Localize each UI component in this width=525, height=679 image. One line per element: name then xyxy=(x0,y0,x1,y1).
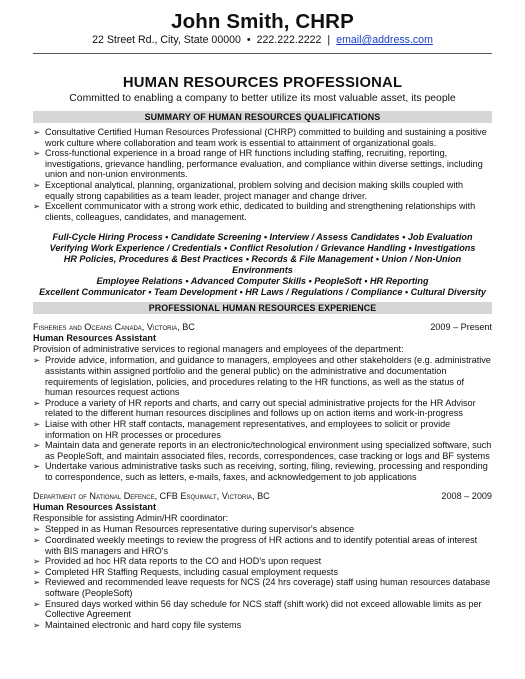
arrow-bullet-icon: ➢ xyxy=(33,577,41,588)
list-item: ➢ Provided ad hoc HR data reports to the CO and HOD's upon request xyxy=(33,556,322,567)
arrow-bullet-icon: ➢ xyxy=(33,201,41,212)
skills-line: HR Policies, Procedures & Best Practices • Records & File Management • Union / Non-Union Environments xyxy=(63,254,462,276)
job-description: Responsible for assisting Admin/HR coordinator: xyxy=(33,513,229,524)
contact-separator-pipe: | xyxy=(327,34,331,46)
list-item: ➢ Coordinated weekly meetings to review the progress of HR actions and to identify potential areas of interest with BIS managers and HRO's xyxy=(33,535,478,556)
list-item: ➢ Liaise with other HR staff contacts, management representatives, and employees to solicit or provide information on HR processes or procedures xyxy=(33,418,451,440)
arrow-bullet-icon: ➢ xyxy=(33,440,41,451)
phone: 222.222.2222 xyxy=(256,34,322,46)
arrow-bullet-icon: ➢ xyxy=(33,535,41,546)
arrow-bullet-icon: ➢ xyxy=(33,148,41,159)
employer: Fisheries and Oceans Canada, Victoria, BC xyxy=(33,322,195,333)
list-item: ➢ Stepped in as Human Resources representative during supervisor's absence xyxy=(33,524,355,535)
job-title: Human Resources Assistant xyxy=(33,502,156,513)
list-item: ➢ Consultative Certified Human Resources Professional (CHRP) committed to building and sustaining a positive work culture where collaboration and team work is essential to attainment of organizational goals. xyxy=(33,127,487,148)
list-item: ➢ Maintained electronic and hard copy file systems xyxy=(33,619,242,630)
summary-list xyxy=(33,127,492,222)
skills-block xyxy=(33,232,492,298)
job-duties-list xyxy=(33,355,492,482)
contact-separator-bullet: • xyxy=(246,34,251,46)
summary-heading: SUMMARY OF HUMAN RESOURCES QUALIFICATIONS xyxy=(33,111,492,123)
arrow-bullet-icon: ➢ xyxy=(33,355,41,366)
skills-line: Full-Cycle Hiring Process • Candidate Screening • Interview / Assess Candidates • Job Evaluation xyxy=(52,232,473,243)
arrow-bullet-icon: ➢ xyxy=(33,598,41,609)
job-entry xyxy=(33,491,492,630)
job-header xyxy=(33,322,492,333)
list-item: ➢ Cross-functional experience in a broad range of HR functions including staffing, recruiting, reporting, investigations, grievance handling, performance evaluation, and compliance within diverse settings, including union and non-union environments. xyxy=(33,148,483,180)
list-item: ➢ Provide advice, information, and guidance to managers, employees and other stakeholders (e.g. administrative assistants within assigned portfolio and the general public) on the administrative and documentation requirements of legislation, policies, and procedures relating to the HR functions, as well as the status of human resources request actions xyxy=(33,355,491,398)
experience-heading: PROFESSIONAL HUMAN RESOURCES EXPERIENCE xyxy=(33,302,492,314)
list-item: ➢ Produce a variety of HR reports and charts, and carry out special administrative projects for the HR Advisor related to the different human resources disciplines and follows up on action items and work-in-progress xyxy=(33,397,476,419)
candidate-name: John Smith, CHRP xyxy=(171,10,354,33)
header-divider xyxy=(33,53,492,54)
list-item: ➢ Maintain data and generate reports in an electronic/technological environment using specialized software, such as PeopleSoft, and maintain associated files, records, correspondences, case tracking or logs and BF systems xyxy=(33,440,492,461)
address: 22 Street Rd., City, State 00000 xyxy=(92,34,241,46)
job-duties-list xyxy=(33,524,492,630)
list-item: ➢ Exceptional analytical, planning, organizational, problem solving and decision making skills coupled with equally strong capabilities as a team leader, project manager and change driver. xyxy=(33,179,464,201)
job-entry xyxy=(33,322,492,482)
skills-line: Verifying Work Experience / Credentials • Conflict Resolution / Grievance Handling • Investigations xyxy=(49,243,476,254)
list-item: ➢ Undertake various administrative tasks such as receiving, sorting, filing, reviewing, processing and responding to correspondence, such as letters, e-mails, faxes, and acknowledgement to job applications xyxy=(33,461,488,482)
professional-title: HUMAN RESOURCES PROFESSIONAL xyxy=(122,75,403,91)
job-header xyxy=(33,491,492,502)
employer: Department of National Defence, CFB Esquimalt, Victoria, BC xyxy=(33,491,270,502)
arrow-bullet-icon: ➢ xyxy=(33,418,41,429)
arrow-bullet-icon: ➢ xyxy=(33,619,41,630)
arrow-bullet-icon: ➢ xyxy=(33,397,41,408)
arrow-bullet-icon: ➢ xyxy=(33,461,41,472)
contact-line xyxy=(33,34,492,47)
professional-tagline: Committed to enabling a company to better utilize its most valuable asset, its people xyxy=(69,93,456,104)
arrow-bullet-icon: ➢ xyxy=(33,556,41,567)
email-link[interactable]: email@address.com xyxy=(336,34,433,46)
job-title: Human Resources Assistant xyxy=(33,333,156,344)
arrow-bullet-icon: ➢ xyxy=(33,127,41,137)
job-dates: 2008 – 2009 xyxy=(441,491,492,502)
list-item: ➢ Ensured days worked within 56 day schedule for NCS staff (shift work) did not exceed allowable limits as per Collective Agreement xyxy=(33,598,482,620)
skills-line: Employee Relations • Advanced Computer Skills • PeopleSoft • HR Reporting xyxy=(96,276,429,287)
list-item: ➢ Excellent communicator with a strong work ethic, dedicated to building and strengthening relationships with clients, colleagues, candidates, and management. xyxy=(33,201,476,222)
arrow-bullet-icon: ➢ xyxy=(33,566,41,577)
job-dates: 2009 – Present xyxy=(430,322,492,333)
job-description: Provision of administrative services to regional managers and employees of the department: xyxy=(33,344,404,355)
list-item: ➢ Completed HR Staffing Requests, including casual employment requests xyxy=(33,566,339,577)
arrow-bullet-icon: ➢ xyxy=(33,524,41,535)
skills-line: Excellent Communicator • Team Development • HR Laws / Regulations / Compliance • Cultural Diversity xyxy=(39,287,486,298)
list-item: ➢ Reviewed and recommended leave requests for NCS (24 hrs coverage) staff using human resources database software (PeopleSoft) xyxy=(33,577,491,599)
arrow-bullet-icon: ➢ xyxy=(33,179,41,190)
